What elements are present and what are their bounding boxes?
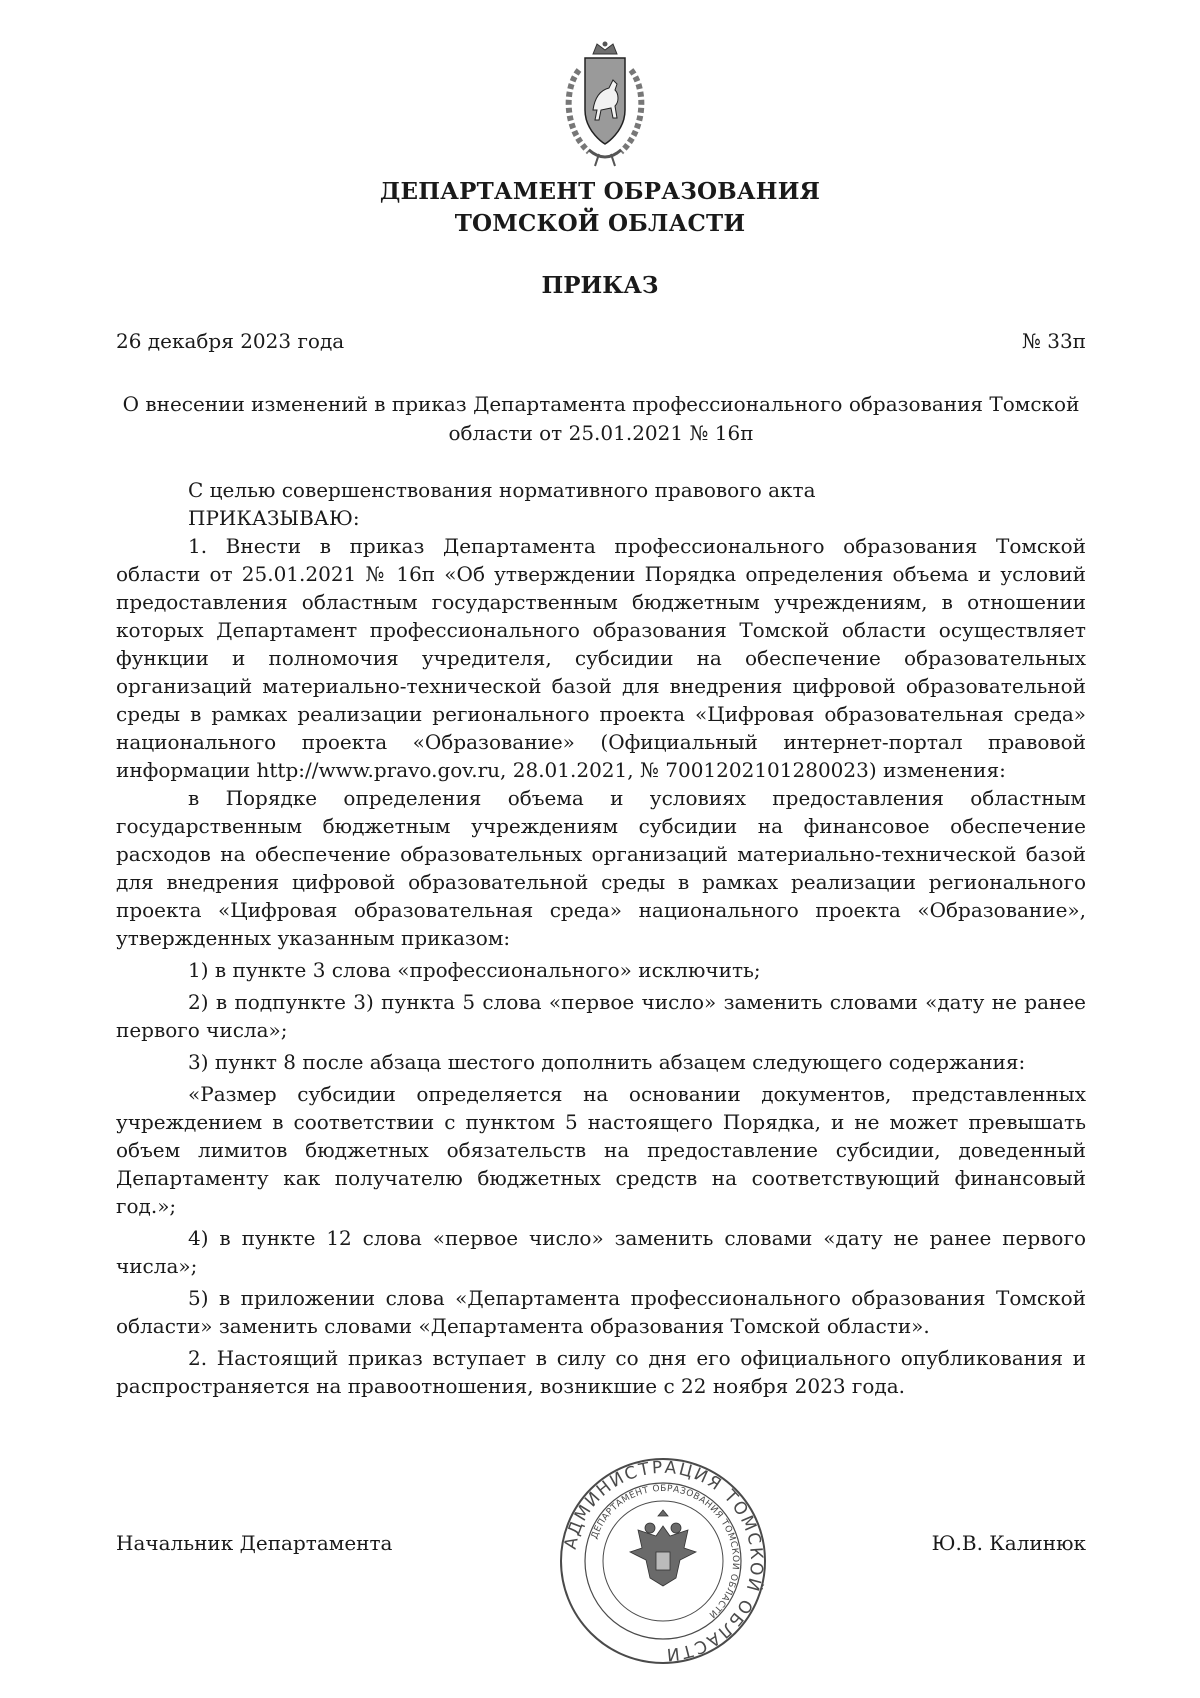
signatory-title: Начальник Департамента	[116, 1531, 393, 1555]
document-body	[116, 476, 1086, 1400]
official-seal-icon	[558, 1456, 768, 1666]
body-paragraph: 2) в подпункте 3) пункта 5 слова «первое число» заменить словами «дату не ранее первого числа»;	[116, 990, 1086, 1042]
seal-outer-text: АДМИНИСТРАЦИЯ ТОМСКОЙ ОБЛАСТИ	[560, 1457, 767, 1665]
signatory-name: Ю.В. Калинюк	[931, 1531, 1086, 1555]
org-name-line1: ДЕПАРТАМЕНТ ОБРАЗОВАНИЯ	[379, 178, 821, 205]
coat-of-arms-icon	[555, 40, 655, 170]
body-paragraph: С целью совершенствования нормативного правового акта	[188, 478, 816, 502]
seal-inner-text: ДЕПАРТАМЕНТ ОБРАЗОВАНИЯ ТОМСКОЙ ОБЛАСТИ	[589, 1483, 741, 1620]
body-paragraph: «Размер субсидии определяется на основании документов, представленных учреждением в соответствии с пунктом 5 настоящего Порядка, и не может превышать объем лимитов бюджетных обязательств на предоставление субсидии, доведенный Департаменту как получателю бюджетных средств на соответствующий финансовый год.»;	[116, 1082, 1086, 1218]
body-paragraph: ПРИКАЗЫВАЮ:	[188, 506, 360, 530]
body-paragraph: 5) в приложении слова «Департамента профессионального образования Томской области» заменить словами «Департамента образования Томской области».	[116, 1286, 1086, 1338]
body-paragraph: в Порядке определения объема и условиях предоставления областным государственным бюджетным учреждениям субсидии на финансовое обеспечение расходов на обеспечение образовательных организаций материально-технической базой для внедрения цифровой образовательной среды в рамках реализации регионального проекта «Цифровая образовательная среда» национального проекта «Образование», утвержденных указанным приказом:	[116, 786, 1086, 950]
body-paragraph: 4) в пункте 12 слова «первое число» заменить словами «дату не ранее первого числа»;	[116, 1226, 1086, 1278]
document-number: № 33п	[1021, 329, 1086, 353]
body-paragraph: 1. Внести в приказ Департамента профессионального образования Томской области от 25.01.2021 № 16п «Об утверждении Порядка определения объема и условий предоставления областным государственным бюджетным учреждениям, в отношении которых Департамент профессионального образования Томской области осуществляет функции и полномочия учредителя, субсидии на обеспечение образовательных организаций материально-технической базой для внедрения цифровой образовательной среды в рамках реализации регионального проекта «Цифровая образовательная среда» национального проекта «Образование» (Официальный интернет-портал правовой информации http://www.pravo.gov.ru, 28.01.2021, № 7001202101280023) изменения:	[116, 534, 1086, 782]
document-date: 26 декабря 2023 года	[116, 329, 345, 353]
org-name-line2: ТОМСКОЙ ОБЛАСТИ	[454, 210, 746, 237]
document-subject: О внесении изменений в приказ Департамента профессионального образования Томской области от 25.01.2021 № 16п	[122, 392, 1080, 445]
body-paragraph: 3) пункт 8 после абзаца шестого дополнить абзацем следующего содержания:	[188, 1050, 1026, 1074]
body-paragraph: 1) в пункте 3 слова «профессионального» исключить;	[188, 958, 761, 982]
document-type-heading: ПРИКАЗ	[541, 272, 659, 299]
body-paragraph: 2. Настоящий приказ вступает в силу со дня его официального опубликования и распространяется на правоотношения, возникшие с 22 ноября 2023 года.	[116, 1346, 1086, 1398]
